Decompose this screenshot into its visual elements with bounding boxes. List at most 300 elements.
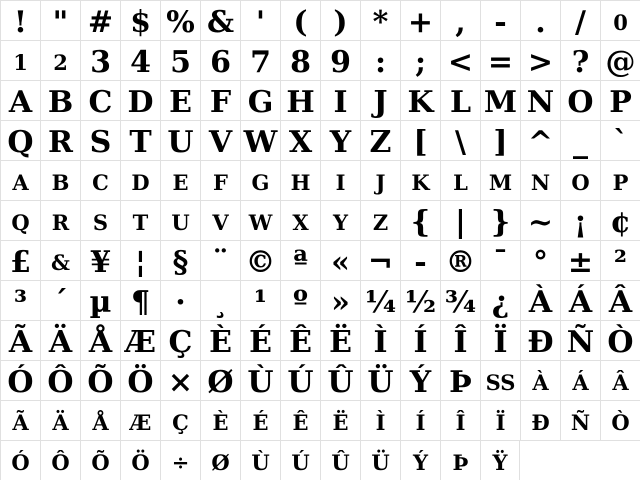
glyph-cell[interactable] (120, 360, 160, 400)
glyph-cell[interactable] (600, 280, 640, 320)
glyph-cell[interactable] (520, 40, 560, 80)
glyph: × (167, 365, 194, 400)
glyph-cell[interactable] (400, 40, 440, 80)
glyph-cell[interactable] (400, 280, 440, 320)
glyph: { (410, 205, 431, 240)
glyph-cell[interactable] (440, 80, 480, 120)
glyph-cell[interactable] (600, 80, 640, 120)
glyph: É (249, 325, 272, 360)
glyph-row (0, 120, 640, 160)
glyph-cell[interactable] (360, 240, 400, 280)
glyph: Í (413, 325, 428, 360)
glyph-cell[interactable] (160, 360, 200, 400)
glyph: ¾ (444, 285, 477, 320)
glyph: Ý (413, 450, 428, 475)
glyph-cell[interactable] (80, 400, 120, 440)
glyph: Ú (287, 365, 314, 400)
glyph-cell[interactable] (40, 240, 80, 280)
glyph-cell[interactable] (440, 200, 480, 240)
glyph-cell[interactable] (240, 280, 280, 320)
glyph: M (483, 85, 518, 120)
glyph-cell[interactable] (560, 40, 600, 80)
glyph-cell[interactable] (200, 40, 240, 80)
glyph-cell[interactable] (320, 160, 360, 200)
glyph: , (455, 5, 466, 40)
glyph: G (251, 170, 270, 195)
glyph-cell[interactable] (120, 160, 160, 200)
glyph: ´ (53, 285, 68, 320)
glyph-cell[interactable] (280, 400, 320, 440)
glyph-cell[interactable] (40, 200, 80, 240)
glyph: N (526, 85, 555, 120)
glyph-cell[interactable] (520, 120, 560, 160)
glyph-cell[interactable] (440, 320, 480, 360)
glyph-cell[interactable] (600, 360, 640, 400)
glyph-cell[interactable] (360, 440, 400, 480)
glyph-cell[interactable] (80, 320, 120, 360)
glyph: ² (613, 245, 628, 280)
glyph-cell[interactable] (40, 120, 80, 160)
glyph-cell[interactable] (600, 200, 640, 240)
glyph-cell[interactable] (120, 0, 160, 40)
glyph-cell[interactable] (480, 40, 520, 80)
glyph: B (51, 170, 70, 195)
glyph-cell[interactable] (200, 0, 240, 40)
glyph: F (213, 170, 228, 195)
glyph-cell[interactable] (440, 0, 480, 40)
glyph-cell[interactable] (240, 400, 280, 440)
glyph-cell[interactable] (440, 120, 480, 160)
glyph: G (247, 85, 274, 120)
glyph: Å (92, 410, 109, 435)
glyph: Z (372, 210, 389, 235)
glyph-cell[interactable] (600, 400, 640, 440)
glyph-cell[interactable] (320, 40, 360, 80)
glyph-cell[interactable] (40, 160, 80, 200)
glyph-cell[interactable] (560, 240, 600, 280)
glyph-cell[interactable] (0, 400, 40, 440)
glyph-cell[interactable] (280, 200, 320, 240)
glyph-cell[interactable] (160, 400, 200, 440)
glyph: ? (571, 45, 590, 80)
glyph-cell[interactable] (0, 440, 40, 480)
glyph: R (51, 210, 70, 235)
glyph: Æ (129, 410, 152, 435)
glyph-cell[interactable] (520, 80, 560, 120)
glyph-cell[interactable] (440, 160, 480, 200)
glyph-cell[interactable] (280, 120, 320, 160)
glyph-cell[interactable] (120, 440, 160, 480)
glyph: } (490, 205, 511, 240)
glyph-cell[interactable] (80, 280, 120, 320)
glyph-cell[interactable] (440, 400, 480, 440)
glyph-cell[interactable] (240, 80, 280, 120)
glyph: Ñ (566, 325, 595, 360)
glyph: Q (7, 125, 34, 160)
glyph: Ô (47, 365, 74, 400)
glyph: ¡ (573, 205, 588, 240)
glyph-cell[interactable] (120, 200, 160, 240)
glyph-cell[interactable] (200, 280, 240, 320)
glyph: Ì (373, 325, 388, 360)
glyph-cell[interactable] (0, 280, 40, 320)
glyph: - (414, 245, 427, 280)
glyph-cell[interactable] (320, 0, 360, 40)
glyph: Ê (289, 325, 312, 360)
glyph-cell[interactable] (0, 240, 40, 280)
glyph-cell[interactable] (80, 120, 120, 160)
glyph-cell[interactable] (520, 400, 560, 440)
glyph-cell[interactable] (560, 80, 600, 120)
glyph-cell[interactable] (480, 200, 520, 240)
glyph-cell[interactable] (200, 440, 240, 480)
glyph-cell[interactable] (160, 200, 200, 240)
glyph: Ã (12, 410, 29, 435)
glyph-cell[interactable] (480, 360, 520, 400)
glyph: Ü (371, 450, 390, 475)
glyph: Ø (207, 365, 234, 400)
glyph-cell[interactable] (400, 120, 440, 160)
glyph-cell[interactable] (200, 160, 240, 200)
glyph: " (52, 5, 69, 40)
glyph-cell[interactable] (80, 200, 120, 240)
glyph-cell[interactable] (400, 200, 440, 240)
glyph: B (47, 85, 74, 120)
glyph-cell[interactable] (0, 160, 40, 200)
glyph: ¯ (493, 245, 508, 280)
glyph: 9 (330, 45, 351, 80)
glyph-cell[interactable] (360, 360, 400, 400)
empty-cell (520, 440, 560, 480)
glyph-cell[interactable] (480, 320, 520, 360)
glyph: $ (130, 5, 151, 40)
glyph: H (290, 170, 311, 195)
glyph-row (0, 360, 640, 400)
glyph-cell[interactable] (40, 80, 80, 120)
glyph-cell[interactable] (320, 440, 360, 480)
glyph: 5 (170, 45, 191, 80)
glyph-cell[interactable] (560, 200, 600, 240)
glyph-cell[interactable] (0, 80, 40, 120)
glyph-cell[interactable] (80, 0, 120, 40)
glyph-cell[interactable] (80, 240, 120, 280)
glyph-cell[interactable] (320, 400, 360, 440)
glyph: J (373, 85, 388, 120)
glyph: È (209, 325, 232, 360)
glyph-cell[interactable] (240, 320, 280, 360)
glyph-cell[interactable] (0, 320, 40, 360)
glyph-cell[interactable] (480, 400, 520, 440)
glyph: I (333, 85, 348, 120)
glyph: 3 (90, 45, 111, 80)
glyph: I (335, 170, 346, 195)
glyph-cell[interactable] (120, 320, 160, 360)
glyph-cell[interactable] (440, 40, 480, 80)
glyph-cell[interactable] (0, 0, 40, 40)
glyph-cell[interactable] (400, 80, 440, 120)
glyph-cell[interactable] (400, 320, 440, 360)
glyph-row (0, 280, 640, 320)
glyph: Ì (375, 410, 386, 435)
glyph: ( (293, 5, 308, 40)
glyph-cell[interactable] (160, 440, 200, 480)
glyph: R (48, 125, 73, 160)
glyph-cell[interactable] (560, 280, 600, 320)
glyph-cell[interactable] (240, 440, 280, 480)
glyph-cell[interactable] (280, 440, 320, 480)
glyph: ¶ (130, 285, 151, 320)
glyph-cell[interactable] (240, 120, 280, 160)
glyph-cell[interactable] (600, 160, 640, 200)
glyph: Ê (292, 410, 309, 435)
glyph-cell[interactable] (280, 80, 320, 120)
glyph: 0 (613, 10, 628, 35)
glyph: Í (415, 410, 426, 435)
glyph: § (172, 245, 189, 280)
glyph-cell[interactable] (200, 120, 240, 160)
glyph-cell[interactable] (440, 280, 480, 320)
glyph-cell[interactable] (40, 440, 80, 480)
glyph: Î (455, 410, 466, 435)
glyph: & (51, 250, 70, 275)
glyph-cell[interactable] (200, 320, 240, 360)
glyph: À (528, 285, 553, 320)
glyph-cell[interactable] (280, 160, 320, 200)
glyph-cell[interactable] (360, 400, 400, 440)
glyph-cell[interactable] (0, 200, 40, 240)
glyph-cell[interactable] (40, 400, 80, 440)
glyph-cell[interactable] (160, 40, 200, 80)
glyph: C (92, 170, 109, 195)
glyph: = (487, 45, 514, 80)
glyph-cell[interactable] (360, 120, 400, 160)
glyph-cell[interactable] (280, 320, 320, 360)
glyph-cell[interactable] (200, 200, 240, 240)
glyph: O (571, 170, 590, 195)
glyph: Ó (11, 450, 30, 475)
glyph-row (0, 440, 640, 480)
glyph: O (567, 85, 594, 120)
glyph-cell[interactable] (560, 0, 600, 40)
glyph: Ã (8, 325, 33, 360)
glyph-cell[interactable] (120, 400, 160, 440)
glyph-cell[interactable] (160, 320, 200, 360)
glyph-cell[interactable] (80, 360, 120, 400)
glyph: C (88, 85, 113, 120)
glyph: « (331, 245, 350, 280)
glyph-cell[interactable] (240, 160, 280, 200)
glyph-cell[interactable] (600, 320, 640, 360)
glyph-cell[interactable] (520, 240, 560, 280)
glyph: > (527, 45, 554, 80)
glyph-cell[interactable] (40, 360, 80, 400)
glyph-cell[interactable] (0, 360, 40, 400)
glyph-cell[interactable] (280, 240, 320, 280)
glyph: Ø (211, 450, 230, 475)
glyph-cell[interactable] (480, 160, 520, 200)
glyph-cell[interactable] (480, 440, 520, 480)
glyph-cell[interactable] (320, 280, 360, 320)
glyph-cell[interactable] (560, 120, 600, 160)
glyph: È (212, 410, 229, 435)
glyph-cell[interactable] (80, 40, 120, 80)
glyph: Õ (91, 450, 110, 475)
glyph: # (87, 5, 114, 40)
glyph-cell[interactable] (80, 160, 120, 200)
glyph-cell[interactable] (400, 360, 440, 400)
glyph-cell[interactable] (520, 0, 560, 40)
glyph-cell[interactable] (400, 0, 440, 40)
glyph-cell[interactable] (0, 120, 40, 160)
glyph-cell[interactable] (80, 440, 120, 480)
glyph-cell[interactable] (120, 120, 160, 160)
glyph: D (127, 85, 154, 120)
glyph-cell[interactable] (200, 240, 240, 280)
glyph-cell[interactable] (240, 200, 280, 240)
glyph-row (0, 0, 640, 40)
glyph: F (209, 85, 232, 120)
glyph: Î (453, 325, 468, 360)
glyph-cell[interactable] (320, 240, 360, 280)
glyph-cell[interactable] (200, 80, 240, 120)
glyph-cell[interactable] (120, 240, 160, 280)
glyph: ÷ (171, 450, 190, 475)
glyph: P (612, 170, 629, 195)
glyph: | (455, 205, 466, 240)
glyph-cell[interactable] (480, 120, 520, 160)
glyph: Û (331, 450, 350, 475)
glyph-cell[interactable] (40, 280, 80, 320)
glyph-cell[interactable] (560, 320, 600, 360)
glyph: [ (413, 125, 428, 160)
glyph-cell[interactable] (280, 280, 320, 320)
glyph: < (447, 45, 474, 80)
glyph-cell[interactable] (120, 80, 160, 120)
glyph-cell[interactable] (240, 40, 280, 80)
glyph-cell[interactable] (560, 400, 600, 440)
glyph-cell[interactable] (160, 80, 200, 120)
glyph: S (92, 210, 109, 235)
glyph-cell[interactable] (40, 40, 80, 80)
glyph: L (449, 85, 472, 120)
glyph-cell[interactable] (360, 320, 400, 360)
glyph-cell[interactable] (40, 320, 80, 360)
glyph: Ä (48, 325, 73, 360)
glyph-cell[interactable] (280, 0, 320, 40)
glyph-cell[interactable] (200, 360, 240, 400)
glyph-cell[interactable] (160, 160, 200, 200)
glyph: W (248, 210, 273, 235)
glyph-cell[interactable] (520, 320, 560, 360)
glyph-cell[interactable] (360, 40, 400, 80)
glyph: E (169, 85, 192, 120)
glyph: Q (11, 210, 30, 235)
glyph-cell[interactable] (480, 0, 520, 40)
glyph-cell[interactable] (360, 0, 400, 40)
glyph-cell[interactable] (320, 360, 360, 400)
glyph-cell[interactable] (80, 80, 120, 120)
glyph: % (166, 5, 195, 40)
glyph-cell[interactable] (360, 160, 400, 200)
glyph-cell[interactable] (400, 240, 440, 280)
glyph-cell[interactable] (400, 160, 440, 200)
glyph: ³ (13, 285, 28, 320)
glyph-cell[interactable] (520, 360, 560, 400)
glyph-cell[interactable] (0, 40, 40, 80)
glyph: Ð (527, 325, 554, 360)
glyph-cell[interactable] (440, 440, 480, 480)
glyph-cell[interactable] (280, 40, 320, 80)
glyph: ] (493, 125, 508, 160)
glyph-cell[interactable] (480, 80, 520, 120)
glyph: Ë (332, 410, 349, 435)
glyph-cell[interactable] (400, 400, 440, 440)
glyph-cell[interactable] (400, 440, 440, 480)
glyph: A (8, 85, 33, 120)
glyph-cell[interactable] (240, 0, 280, 40)
glyph: Å (88, 325, 113, 360)
glyph-cell[interactable] (480, 280, 520, 320)
glyph-cell[interactable] (360, 80, 400, 120)
glyph-cell[interactable] (480, 240, 520, 280)
glyph-cell[interactable] (160, 120, 200, 160)
glyph-cell[interactable] (560, 360, 600, 400)
glyph-cell[interactable] (200, 400, 240, 440)
glyph-cell[interactable] (440, 360, 480, 400)
glyph-cell[interactable] (600, 0, 640, 40)
glyph: ± (567, 245, 594, 280)
glyph-cell[interactable] (360, 200, 400, 240)
glyph-cell[interactable] (320, 120, 360, 160)
glyph: Y (333, 210, 348, 235)
glyph-cell[interactable] (560, 160, 600, 200)
glyph-cell[interactable] (320, 200, 360, 240)
glyph-row (0, 320, 640, 360)
glyph-cell[interactable] (240, 360, 280, 400)
glyph-cell[interactable] (600, 240, 640, 280)
glyph-cell[interactable] (520, 160, 560, 200)
glyph-cell[interactable] (160, 0, 200, 40)
glyph-cell[interactable] (440, 240, 480, 280)
glyph-cell[interactable] (280, 360, 320, 400)
glyph-cell[interactable] (160, 280, 200, 320)
glyph-cell[interactable] (240, 240, 280, 280)
glyph: ) (333, 5, 348, 40)
glyph-cell[interactable] (320, 320, 360, 360)
glyph-cell[interactable] (520, 280, 560, 320)
glyph-cell[interactable] (120, 280, 160, 320)
glyph-cell[interactable] (360, 280, 400, 320)
glyph: ¥ (90, 245, 111, 280)
glyph-cell[interactable] (600, 120, 640, 160)
glyph-cell[interactable] (600, 40, 640, 80)
glyph-cell[interactable] (120, 40, 160, 80)
glyph: K (407, 85, 434, 120)
glyph: ! (13, 5, 28, 40)
glyph: © (245, 245, 276, 280)
glyph: 1 (13, 50, 28, 75)
glyph-cell[interactable] (40, 0, 80, 40)
glyph: U (171, 210, 190, 235)
glyph-cell[interactable] (320, 80, 360, 120)
glyph: Ò (611, 410, 630, 435)
glyph: Ó (7, 365, 34, 400)
glyph: & (206, 5, 235, 40)
glyph-cell[interactable] (520, 200, 560, 240)
glyph: Â (612, 370, 629, 395)
glyph-cell[interactable] (160, 240, 200, 280)
glyph-row (0, 200, 640, 240)
